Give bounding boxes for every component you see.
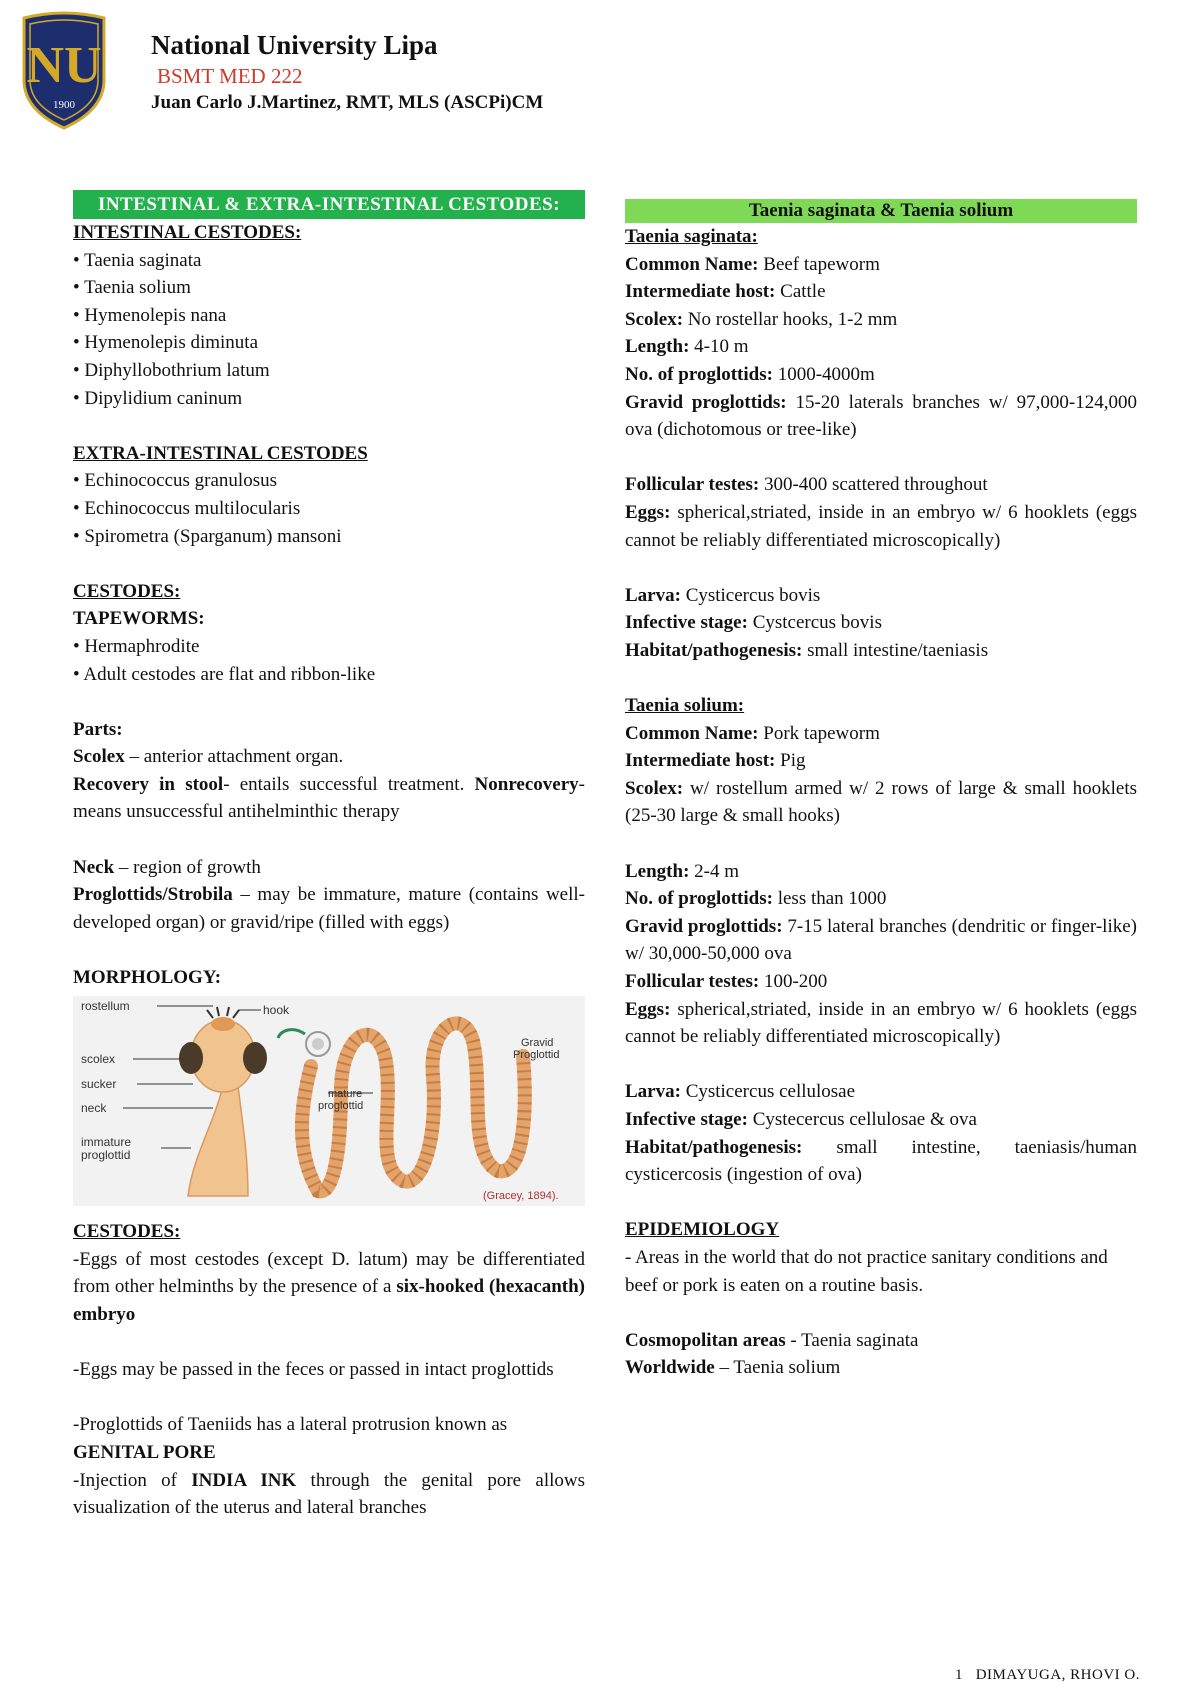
list-item: • Taenia solium [73, 274, 585, 302]
field-value: Pig [775, 750, 806, 772]
solium-row [625, 1078, 1137, 1106]
field-value: spherical,striated, inside in an embryo w/ 6 hooklets (eggs cannot be reliably differentiated microscopically) [625, 998, 1137, 1048]
field-value: Cysticercus cellulosae [680, 1081, 856, 1103]
label-immature-2: proglottid [81, 1147, 131, 1162]
tapeworm-list [73, 633, 585, 688]
eggs-paragraph [73, 1246, 585, 1329]
page-header [0, 0, 1200, 140]
field-value: 15-20 laterals branches w/ 97,000-124,000 ova (dichotomous or tree-like) [625, 391, 1137, 441]
world-text: – Taenia solium [714, 1357, 841, 1379]
saginata-row [625, 637, 1137, 665]
intestinal-list [73, 247, 585, 413]
saginata-row [625, 499, 1137, 554]
field-value: small intestine, taeniasis/human cysticercosis (ingestion of ova) [625, 1136, 1137, 1186]
recovery-text: - entails successful treatment. [223, 773, 465, 795]
label-hook: hook [263, 1002, 290, 1017]
field-value: Cystcercus bovis [747, 612, 882, 634]
india-ink-paragraph [73, 1467, 585, 1522]
field-label: Follicular testes: [625, 971, 760, 993]
saginata-row [625, 333, 1137, 361]
solium-row [625, 913, 1137, 968]
field-label: Length: [625, 336, 690, 358]
neck-definition [73, 854, 585, 882]
field-label: Larva: [625, 584, 681, 606]
list-item: • Spirometra (Sparganum) mansoni [73, 523, 585, 551]
field-value: w/ rostellum armed w/ 2 rows of large & small hooklets (25-30 large & small hooks) [625, 777, 1137, 827]
field-value: 4-10 m [689, 336, 749, 358]
field-value: Cysticercus bovis [680, 584, 821, 606]
eggs-passed-paragraph: -Eggs may be passed in the feces or passed in intact proglottids [73, 1359, 554, 1381]
field-label: Gravid proglottids: [625, 391, 787, 413]
list-item: • Taenia saginata [73, 247, 585, 275]
label-gravid-2: Proglottid [513, 1048, 560, 1061]
proglottids-text: – may be immature, mature (contains well-developed organ) or gravid/ripe (filled with eggs) [73, 884, 585, 933]
recovery-definition [73, 771, 585, 826]
figure-credit: (Gracey, 1894). [483, 1189, 559, 1202]
section-banner-cestodes: INTESTINAL & EXTRA-INTESTINAL CESTODES: [73, 190, 585, 219]
field-value: spherical,striated, inside in an embryo w/ 6 hooklets (eggs cannot be reliably differentiated microscopically) [625, 501, 1137, 551]
eggs-text: -Eggs of most cestodes (except D. latum) may be differentiated from other helminths by the presence of a [73, 1248, 585, 1298]
saginata-row [625, 582, 1137, 610]
scolex-definition [73, 743, 585, 771]
neck-text: – region of growth [114, 856, 261, 878]
world-label: Worldwide [625, 1357, 715, 1379]
field-value: less than 1000 [772, 888, 887, 910]
list-item: • Hymenolepis nana [73, 302, 585, 330]
field-value: Pork tapeworm [758, 722, 880, 744]
field-value: 2-4 m [689, 860, 740, 882]
worldwide-row [625, 1354, 1137, 1382]
field-label: Scolex: [625, 777, 684, 799]
scolex-text: – anterior attachment organ. [124, 746, 344, 768]
cosmo-text: - Taenia saginata [785, 1329, 919, 1351]
cosmo-label: Cosmopolitan areas [625, 1329, 786, 1351]
field-label: Infective stage: [625, 612, 748, 634]
field-label: Follicular testes: [625, 474, 760, 496]
proglottids-definition [73, 881, 585, 936]
genital-text: -Proglottids of Taeniids has a lateral protrusion known as [73, 1414, 508, 1436]
field-value: small intestine/taeniasis [802, 639, 989, 661]
logo-letters: NU [26, 37, 102, 94]
page-number: 1 [954, 1667, 963, 1683]
solium-row [625, 747, 1137, 775]
solium-row [625, 996, 1137, 1051]
field-label: Intermediate host: [625, 281, 776, 303]
field-label: Common Name: [625, 722, 759, 744]
saginata-row [625, 609, 1137, 637]
university-seal-logo [18, 10, 110, 130]
field-label: Common Name: [625, 253, 759, 275]
list-item: • Adult cestodes are flat and ribbon-like [73, 661, 585, 689]
list-item: • Dipylidium caninum [73, 385, 585, 413]
left-column [73, 190, 585, 1522]
field-label: Length: [625, 860, 690, 882]
list-item: • Echinococcus granulosus [73, 467, 585, 495]
ink-bold: INDIA INK [191, 1469, 297, 1491]
solium-row [625, 968, 1137, 996]
solium-row [625, 1106, 1137, 1134]
field-label: Habitat/pathogenesis: [625, 639, 803, 661]
field-value: Cystecercus cellulosae & ova [747, 1109, 977, 1130]
label-gravid-1: Gravid [521, 1036, 554, 1049]
page-footer [955, 1667, 1140, 1684]
cestodes-heading: CESTODES: [73, 580, 181, 602]
field-label: Scolex: [625, 308, 684, 330]
field-label: Infective stage: [625, 1109, 748, 1130]
saginata-row [625, 278, 1137, 306]
field-value: No rostellar hooks, 1-2 mm [683, 308, 898, 330]
field-label: No. of proglottids: [625, 888, 773, 910]
neck-label: Neck [73, 856, 115, 878]
saginata-row [625, 389, 1137, 444]
logo-year: 1900 [53, 99, 75, 111]
label-scolex: scolex [81, 1051, 116, 1066]
ink-text-2: through the genital pore allows visualization of the uterus and lateral branches [73, 1469, 585, 1519]
morphology-heading: MORPHOLOGY: [73, 967, 222, 989]
field-label: Intermediate host: [625, 750, 776, 772]
solium-row [625, 1134, 1137, 1189]
saginata-heading: Taenia saginata: [625, 226, 758, 247]
solium-heading: Taenia solium: [625, 695, 745, 717]
section-banner-taenia: Taenia saginata & Taenia solium [625, 199, 1137, 223]
field-value: Beef tapeworm [758, 253, 880, 275]
tapeworm-morphology-figure [73, 996, 585, 1206]
solium-row [625, 775, 1137, 830]
list-item: • Hermaphrodite [73, 633, 585, 661]
field-label: No. of proglottids: [625, 363, 773, 385]
eggs-bold: six-hooked (hexacanth) embryo [73, 1276, 585, 1325]
extra-intestinal-heading: EXTRA-INTESTINAL CESTODES [73, 442, 368, 464]
footer-author: DIMAYUGA, RHOVI O. [975, 1667, 1140, 1683]
solium-row [625, 885, 1137, 913]
epidemiology-heading: EPIDEMIOLOGY [625, 1219, 780, 1241]
epidemiology-text: - Areas in the world that do not practice sanitary conditions and beef or pork is eaten on a routine basis. [625, 1246, 1108, 1296]
field-value: 1000-4000m [772, 363, 875, 385]
intestinal-heading: INTESTINAL CESTODES: [73, 222, 302, 243]
saginata-row [625, 306, 1137, 334]
field-label: Habitat/pathogenesis: [625, 1136, 803, 1158]
solium-row [625, 858, 1137, 886]
label-immature-1: immature [81, 1134, 132, 1149]
nonrecovery-text: - means unsuccessful antihelminthic therapy [73, 773, 585, 823]
nonrecovery-label: Nonrecovery [474, 773, 579, 795]
solium-row [625, 720, 1137, 748]
course-code: BSMT MED 222 [157, 64, 303, 88]
list-item: • Diphyllobothrium latum [73, 357, 585, 385]
cosmopolitan-row [625, 1327, 1137, 1355]
list-item: • Echinococcus multilocularis [73, 495, 585, 523]
parts-heading: Parts: [73, 718, 123, 740]
tapeworms-heading: TAPEWORMS: [73, 608, 205, 630]
saginata-row [625, 471, 1137, 499]
field-label: Eggs: [625, 501, 671, 523]
ink-text-1: -Injection of [73, 1469, 192, 1491]
instructor-name: Juan Carlo J.Martinez, RMT, MLS (ASCPi)CM [151, 92, 544, 113]
field-label: Gravid proglottids: [625, 915, 783, 937]
list-item: • Hymenolepis diminuta [73, 329, 585, 357]
genital-pore-paragraph [73, 1411, 585, 1466]
field-value: 7-15 lateral branches (dendritic or finger-like) w/ 30,000-50,000 ova [625, 915, 1137, 965]
field-label: Eggs: [625, 998, 671, 1020]
proglottids-label: Proglottids/Strobila [73, 884, 233, 906]
field-label: Larva: [625, 1081, 681, 1103]
recovery-label: Recovery in stool [73, 773, 224, 795]
cestodes-heading-2: CESTODES: [73, 1221, 181, 1243]
field-value: Cattle [775, 281, 826, 303]
label-rostellum: rostellum [81, 998, 130, 1013]
field-value: 100-200 [759, 971, 828, 993]
label-mature-1: mature [328, 1087, 363, 1100]
saginata-row [625, 361, 1137, 389]
label-mature-2: proglottid [318, 1099, 364, 1112]
saginata-row [625, 251, 1137, 279]
right-column [625, 199, 1137, 1382]
university-name: National University Lipa [151, 30, 438, 60]
scolex-label: Scolex [73, 746, 125, 768]
label-sucker: sucker [81, 1076, 117, 1091]
label-neck: neck [81, 1100, 107, 1115]
extra-intestinal-list [73, 467, 585, 550]
genital-bold: GENITAL PORE [73, 1441, 216, 1463]
field-value: 300-400 scattered throughout [759, 474, 988, 496]
